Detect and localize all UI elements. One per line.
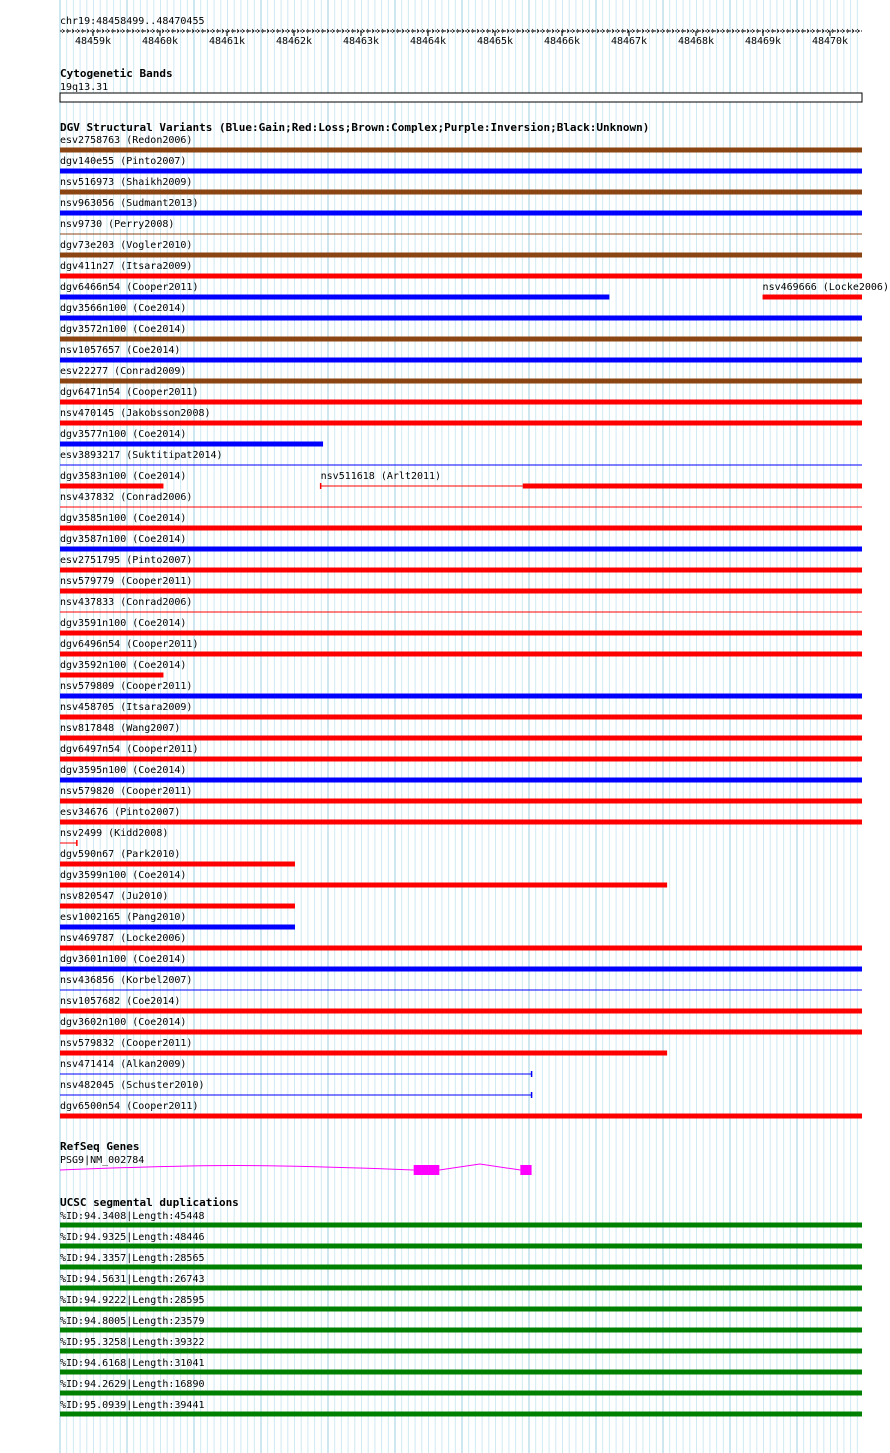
dgv-feature-bar[interactable] <box>60 547 862 552</box>
dgv-feature-label: dgv3602n100 (Coe2014) <box>60 1017 187 1028</box>
cytoband-track-title: Cytogenetic Bands <box>60 67 173 80</box>
dgv-feature-bar[interactable] <box>60 694 862 699</box>
dgv-feature-label: nsv469787 (Locke2006) <box>60 933 187 944</box>
dgv-feature-label: esv2758763 (Redon2006) <box>60 135 193 146</box>
segdup-feature-label: %ID:94.3408|Length:45448 <box>60 1211 205 1222</box>
dgv-feature-label: dgv3572n100 (Coe2014) <box>60 324 187 335</box>
dgv-feature-bar[interactable] <box>60 883 667 888</box>
dgv-feature-label: nsv436856 (Korbel2007) <box>60 975 193 986</box>
dgv-feature-bar[interactable] <box>60 358 862 363</box>
dgv-feature-bar[interactable] <box>60 484 163 489</box>
dgv-feature-bar[interactable] <box>60 652 862 657</box>
segdup-feature-label: %ID:94.8005|Length:23579 <box>60 1316 205 1327</box>
dgv-feature-bar[interactable] <box>60 904 295 909</box>
segdup-feature-bar[interactable] <box>60 1265 862 1270</box>
segdup-feature-bar[interactable] <box>60 1349 862 1354</box>
dgv-feature-bar[interactable] <box>60 673 163 678</box>
dgv-feature-label: esv22277 (Conrad2009) <box>60 366 187 377</box>
dgv-feature-bar[interactable] <box>60 736 862 741</box>
dgv-feature-bar[interactable] <box>60 274 862 279</box>
ruler-tick-label: 48464k <box>409 36 447 47</box>
dgv-feature-label: nsv469666 (Locke2006) <box>762 282 889 293</box>
dgv-feature-bar[interactable] <box>60 211 862 216</box>
dgv-feature-label: dgv3585n100 (Coe2014) <box>60 513 187 524</box>
dgv-feature-label: dgv3577n100 (Coe2014) <box>60 429 187 440</box>
dgv-feature-bar[interactable] <box>60 820 862 825</box>
segdup-feature-label: %ID:94.6168|Length:31041 <box>60 1358 205 1369</box>
ruler-tick-label: 48465k <box>476 36 514 47</box>
dgv-feature-label: nsv820547 (Ju2010) <box>60 891 169 902</box>
segdup-track-title: UCSC segmental duplications <box>60 1196 239 1209</box>
dgv-feature-bar[interactable] <box>60 799 862 804</box>
segdup-feature-label: %ID:94.9325|Length:48446 <box>60 1232 205 1243</box>
dgv-feature-label: nsv963056 (Sudmant2013) <box>60 198 199 209</box>
dgv-feature-label: dgv6497n54 (Cooper2011) <box>60 744 199 755</box>
ruler-tick-label: 48469k <box>744 36 782 47</box>
cytoband-bar <box>60 93 862 102</box>
dgv-feature-label: dgv6466n54 (Cooper2011) <box>60 282 199 293</box>
dgv-feature-bar[interactable] <box>60 631 862 636</box>
region-label: chr19:48458499..48470455 <box>60 16 205 27</box>
ruler-tick-label: 48462k <box>275 36 313 47</box>
ruler-tick-label: 48460k <box>141 36 179 47</box>
dgv-feature-label: esv34676 (Pinto2007) <box>60 807 181 818</box>
dgv-feature-bar[interactable] <box>60 568 862 573</box>
refseq-exon[interactable] <box>414 1165 440 1175</box>
dgv-feature-bar[interactable] <box>60 1114 862 1119</box>
dgv-feature-label: dgv6496n54 (Cooper2011) <box>60 639 199 650</box>
dgv-feature-label: dgv3591n100 (Coe2014) <box>60 618 187 629</box>
refseq-intron <box>60 1166 414 1171</box>
dgv-feature-label: nsv579832 (Cooper2011) <box>60 1038 193 1049</box>
dgv-feature-bar[interactable] <box>60 253 862 258</box>
dgv-feature-bar[interactable] <box>60 925 295 930</box>
dgv-feature-bar[interactable] <box>60 757 862 762</box>
dgv-feature-label: dgv3566n100 (Coe2014) <box>60 303 187 314</box>
dgv-feature-bar[interactable] <box>523 484 862 489</box>
refseq-track-title: RefSeq Genes <box>60 1140 140 1153</box>
ruler-tick-label: 48467k <box>610 36 648 47</box>
dgv-feature-bar[interactable] <box>60 1051 667 1056</box>
segdup-feature-label: %ID:94.5631|Length:26743 <box>60 1274 205 1285</box>
dgv-feature-label: nsv516973 (Shaikh2009) <box>60 177 193 188</box>
dgv-feature-label: nsv9730 (Perry2008) <box>60 219 175 230</box>
dgv-feature-bar[interactable] <box>763 295 862 300</box>
refseq-exon[interactable] <box>520 1165 531 1175</box>
dgv-feature-label: nsv1057657 (Coe2014) <box>60 345 181 356</box>
dgv-feature-bar[interactable] <box>60 295 609 300</box>
dgv-feature-bar[interactable] <box>60 442 323 447</box>
segdup-feature-bar[interactable] <box>60 1412 862 1417</box>
dgv-feature-label: nsv1057682 (Coe2014) <box>60 996 181 1007</box>
dgv-feature-label: nsv470145 (Jakobsson2008) <box>60 408 211 419</box>
dgv-feature-label: nsv458705 (Itsara2009) <box>60 702 193 713</box>
segdup-feature-label: %ID:94.3357|Length:28565 <box>60 1253 205 1264</box>
dgv-feature-label: nsv437832 (Conrad2006) <box>60 492 193 503</box>
dgv-feature-bar[interactable] <box>60 589 862 594</box>
dgv-feature-label: dgv411n27 (Itsara2009) <box>60 261 193 272</box>
dgv-feature-label: dgv6471n54 (Cooper2011) <box>60 387 199 398</box>
segdup-feature-bar[interactable] <box>60 1244 862 1249</box>
dgv-feature-label: dgv140e55 (Pinto2007) <box>60 156 187 167</box>
segdup-feature-bar[interactable] <box>60 1328 862 1333</box>
dgv-feature-bar[interactable] <box>60 862 295 867</box>
ruler-tick-label: 48470k <box>811 36 849 47</box>
dgv-feature-bar[interactable] <box>60 316 862 321</box>
dgv-feature-label: dgv73e203 (Vogler2010) <box>60 240 193 251</box>
ruler-tick-label: 48461k <box>208 36 246 47</box>
dgv-feature-label: nsv579809 (Cooper2011) <box>60 681 193 692</box>
segdup-feature-label: %ID:94.2629|Length:16890 <box>60 1379 205 1390</box>
dgv-feature-label: nsv579779 (Cooper2011) <box>60 576 193 587</box>
dgv-feature-bar[interactable] <box>60 967 862 972</box>
dgv-feature-label: nsv437833 (Conrad2006) <box>60 597 193 608</box>
dgv-feature-label: dgv3601n100 (Coe2014) <box>60 954 187 965</box>
dgv-feature-bar[interactable] <box>60 148 862 153</box>
refseq-gene-label: PSG9|NM_002784 <box>60 1155 145 1166</box>
dgv-feature-bar[interactable] <box>60 778 862 783</box>
ruler-tick-label: 48459k <box>74 36 112 47</box>
dgv-track-title: DGV Structural Variants (Blue:Gain;Red:Loss;Brown:Complex;Purple:Inversion;Black:Unknown) <box>60 121 650 134</box>
dgv-feature-rows <box>60 135 889 1119</box>
ruler-tick-label: 48466k <box>543 36 581 47</box>
dgv-feature-label: dgv590n67 (Park2010) <box>60 849 181 860</box>
dgv-track[interactable] <box>60 121 889 1119</box>
dgv-feature-bar[interactable] <box>60 1009 862 1014</box>
dgv-feature-label: dgv3595n100 (Coe2014) <box>60 765 187 776</box>
dgv-feature-bar[interactable] <box>60 1030 862 1035</box>
dgv-feature-label: nsv471414 (Alkan2009) <box>60 1059 187 1070</box>
segdup-feature-label: %ID:94.9222|Length:28595 <box>60 1295 205 1306</box>
dgv-feature-label: nsv817848 (Wang2007) <box>60 723 181 734</box>
dgv-feature-label: nsv579820 (Cooper2011) <box>60 786 193 797</box>
dgv-feature-label: dgv6500n54 (Cooper2011) <box>60 1101 199 1112</box>
ruler-tick-label: 48468k <box>677 36 715 47</box>
dgv-feature-label: nsv2499 (Kidd2008) <box>60 828 169 839</box>
ruler-tick-label: 48463k <box>342 36 380 47</box>
segdup-feature-bar[interactable] <box>60 1307 862 1312</box>
dgv-feature-label: nsv511618 (Arlt2011) <box>320 471 442 482</box>
dgv-feature-label: dgv3592n100 (Coe2014) <box>60 660 187 671</box>
dgv-feature-bar[interactable] <box>60 946 862 951</box>
dgv-feature-label: esv2751795 (Pinto2007) <box>60 555 193 566</box>
segdup-feature-label: %ID:95.3258|Length:39322 <box>60 1337 205 1348</box>
refseq-track[interactable] <box>60 1140 532 1175</box>
segdup-feature-bar[interactable] <box>60 1370 862 1375</box>
dgv-feature-label: dgv3587n100 (Coe2014) <box>60 534 187 545</box>
dgv-feature-bar[interactable] <box>60 190 862 195</box>
dgv-feature-label: esv1002165 (Pang2010) <box>60 912 187 923</box>
dgv-feature-bar[interactable] <box>60 169 862 174</box>
segdup-feature-bar[interactable] <box>60 1223 862 1228</box>
dgv-feature-label: nsv482045 (Schuster2010) <box>60 1080 205 1091</box>
dgv-feature-label: dgv3583n100 (Coe2014) <box>60 471 187 482</box>
dgv-feature-label: esv3893217 (Suktitipat2014) <box>60 450 223 461</box>
dgv-feature-bar[interactable] <box>60 400 862 405</box>
refseq-intron <box>439 1164 520 1170</box>
dgv-feature-bar[interactable] <box>60 337 862 342</box>
dgv-feature-bar[interactable] <box>60 421 862 426</box>
dgv-feature-label: dgv3599n100 (Coe2014) <box>60 870 187 881</box>
dgv-feature-bar[interactable] <box>60 379 862 384</box>
cytoband-label: 19q13.31 <box>60 82 109 93</box>
dgv-feature-bar[interactable] <box>60 715 862 720</box>
segdup-feature-bar[interactable] <box>60 1286 862 1291</box>
segdup-feature-label: %ID:95.0939|Length:39441 <box>60 1400 205 1411</box>
dgv-feature-bar[interactable] <box>60 526 862 531</box>
segdup-feature-bar[interactable] <box>60 1391 862 1396</box>
